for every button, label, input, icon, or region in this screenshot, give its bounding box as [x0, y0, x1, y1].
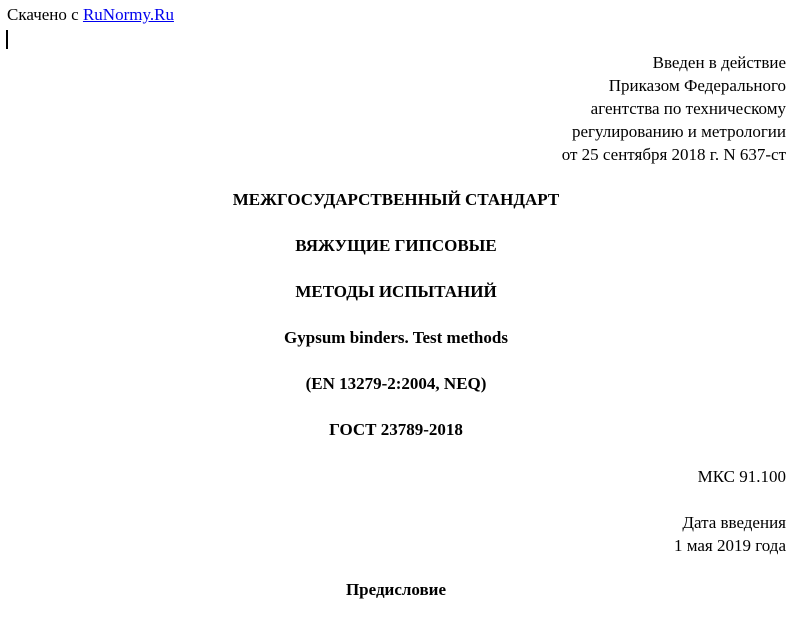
source-prefix: Скачено с	[7, 5, 83, 24]
section-heading: Предисловие	[345, 580, 447, 599]
approval-block	[562, 51, 786, 166]
standard-designation: ГОСТ 23789-2018	[329, 420, 463, 439]
source-line	[7, 5, 174, 25]
mks-code: МКС 91.100	[697, 467, 786, 486]
approval-line: Приказом Федерального	[608, 76, 786, 95]
introduction-date-label: Дата введения	[682, 513, 786, 532]
approval-line: Введен в действие	[652, 53, 786, 72]
source-link[interactable]: RuNormy.Ru	[82, 5, 174, 24]
document-subtitle: МЕТОДЫ ИСПЫТАНИЙ	[295, 282, 497, 301]
standard-type: МЕЖГОСУДАРСТВЕННЫЙ СТАНДАРТ	[232, 190, 560, 209]
introduction-date-value: 1 мая 2019 года	[673, 536, 786, 555]
document-title: ВЯЖУЩИЕ ГИПСОВЫЕ	[295, 236, 497, 255]
introduction-date-block	[674, 511, 786, 557]
approval-line: агентства по техническому	[590, 99, 786, 118]
english-title: Gypsum binders. Test methods	[284, 328, 508, 347]
text-cursor	[6, 30, 8, 49]
standard-reference: (EN 13279-2:2004, NEQ)	[305, 374, 487, 393]
approval-line: регулированию и метрологии	[571, 122, 786, 141]
approval-line: от 25 сентября 2018 г. N 637-ст	[561, 145, 786, 164]
